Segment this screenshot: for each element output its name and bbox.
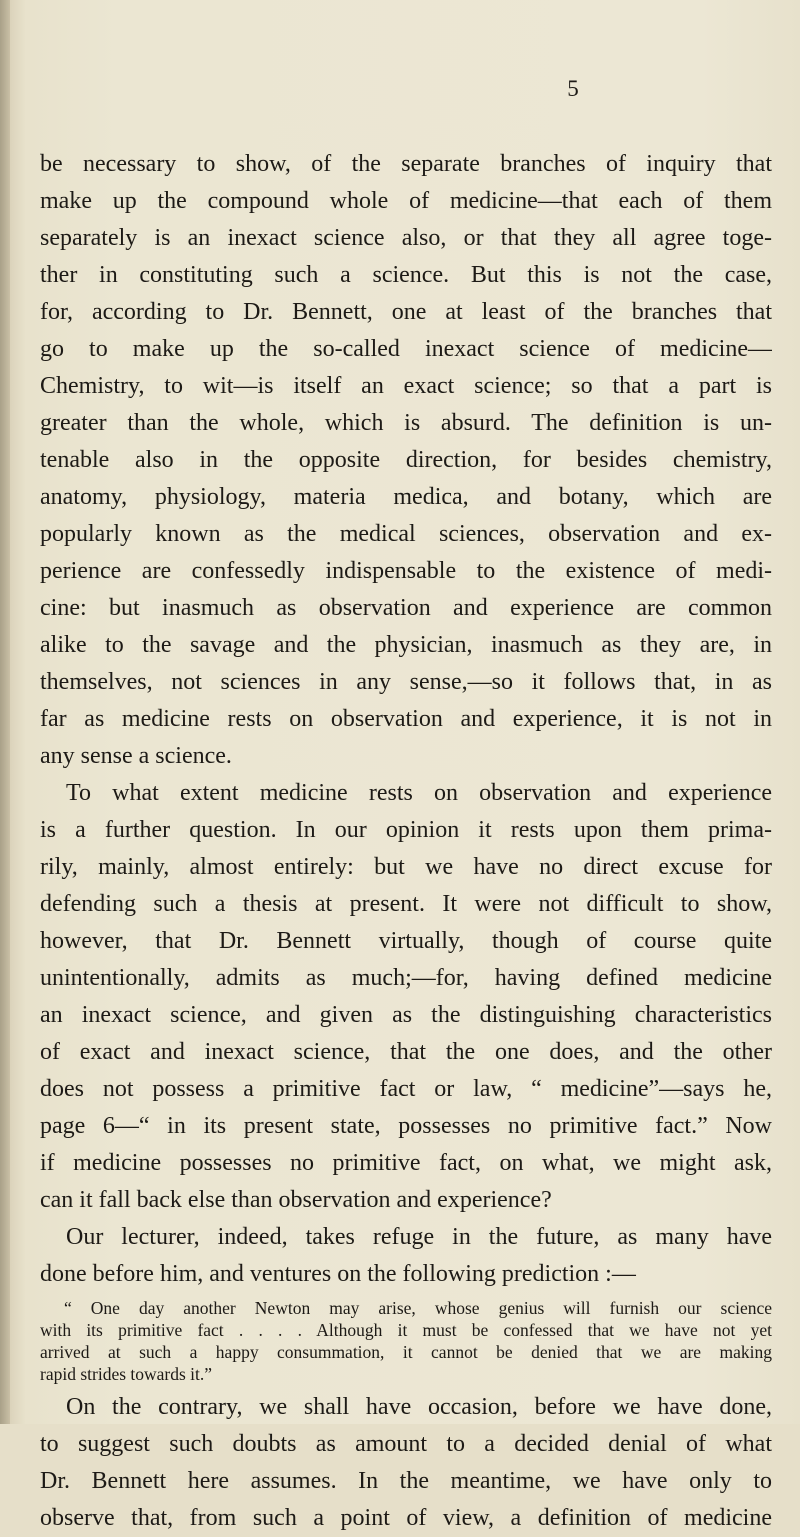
paragraph-1: [40, 146, 780, 775]
text-line: go to make up the so-called inexact science of medicine—: [40, 336, 772, 362]
text-line: page 6—“ in its present state, possesses no primitive fact.” Now: [40, 1113, 772, 1139]
paragraph-3: [40, 1219, 780, 1293]
text-line: themselves, not sciences in any sense,—so it follows that, in as: [40, 669, 772, 695]
text-line: To what extent medicine rests on observation and experience: [66, 780, 772, 806]
quote-line: arrived at such a happy consummation, it cannot be denied that we are making: [40, 1342, 772, 1362]
text-line: tenable also in the opposite direction, for besides chemistry,: [40, 447, 772, 473]
text-line: On the contrary, we shall have occasion, before we have done,: [66, 1394, 772, 1420]
paragraph-2: [40, 775, 780, 1219]
text-line: Our lecturer, indeed, takes refuge in the future, as many have: [66, 1224, 772, 1250]
quote-line: rapid strides towards it.”: [40, 1364, 213, 1384]
text-line: observe that, from such a point of view, a definition of medicine: [40, 1505, 772, 1531]
page-number: 5: [567, 76, 579, 101]
text-line: Chemistry, to wit—is itself an exact science; so that a part is: [40, 373, 772, 399]
text-line: an inexact science, and given as the distinguishing characteristics: [40, 1002, 772, 1028]
text-line: separately is an inexact science also, or that they all agree toge-: [40, 225, 772, 251]
text-line: cine: but inasmuch as observation and experience are common: [40, 595, 772, 621]
text-line: done before him, and ventures on the following prediction :—: [40, 1261, 636, 1287]
text-line: if medicine possesses no primitive fact, on what, we might ask,: [40, 1150, 772, 1176]
text-line: ther in constituting such a science. But this is not the case,: [40, 262, 772, 288]
text-line: anatomy, physiology, materia medica, and botany, which are: [40, 484, 772, 510]
text-line: of exact and inexact science, that the one does, and the other: [40, 1039, 772, 1065]
text-line: perience are confessedly indispensable to the existence of medi-: [40, 558, 772, 584]
text-line: far as medicine rests on observation and experience, it is not in: [40, 706, 772, 732]
text-line: make up the compound whole of medicine—that each of them: [40, 188, 772, 214]
binding-edge: [0, 0, 10, 1424]
text-line: to suggest such doubts as amount to a decided denial of what: [40, 1431, 772, 1457]
text-line: for, according to Dr. Bennett, one at least of the branches that: [40, 299, 772, 325]
block-quote: [40, 1297, 780, 1385]
quote-line: “ One day another Newton may arise, whose genius will furnish our science: [64, 1298, 772, 1318]
text-line: rily, mainly, almost entirely: but we have no direct excuse for: [40, 854, 772, 880]
body-text: [40, 146, 780, 1537]
paragraph-4: [40, 1389, 780, 1537]
text-line: unintentionally, admits as much;—for, having defined medicine: [40, 965, 772, 991]
text-line: any sense a science.: [40, 743, 232, 769]
text-line: is a further question. In our opinion it rests upon them prima-: [40, 817, 772, 843]
text-line: however, that Dr. Bennett virtually, though of course quite: [40, 928, 772, 954]
text-line: Dr. Bennett here assumes. In the meantime, we have only to: [40, 1468, 772, 1494]
quote-line: with its primitive fact . . . . Although it must be confessed that we have not yet: [40, 1320, 772, 1340]
text-line: alike to the savage and the physician, inasmuch as they are, in: [40, 632, 772, 658]
text-line: does not possess a primitive fact or law, “ medicine”—says he,: [40, 1076, 772, 1102]
text-line: be necessary to show, of the separate branches of inquiry that: [40, 151, 772, 177]
text-line: can it fall back else than observation and experience?: [40, 1187, 552, 1213]
text-line: popularly known as the medical sciences, observation and ex-: [40, 521, 772, 547]
text-line: defending such a thesis at present. It were not difficult to show,: [40, 891, 772, 917]
text-line: greater than the whole, which is absurd. The definition is un-: [40, 410, 772, 436]
